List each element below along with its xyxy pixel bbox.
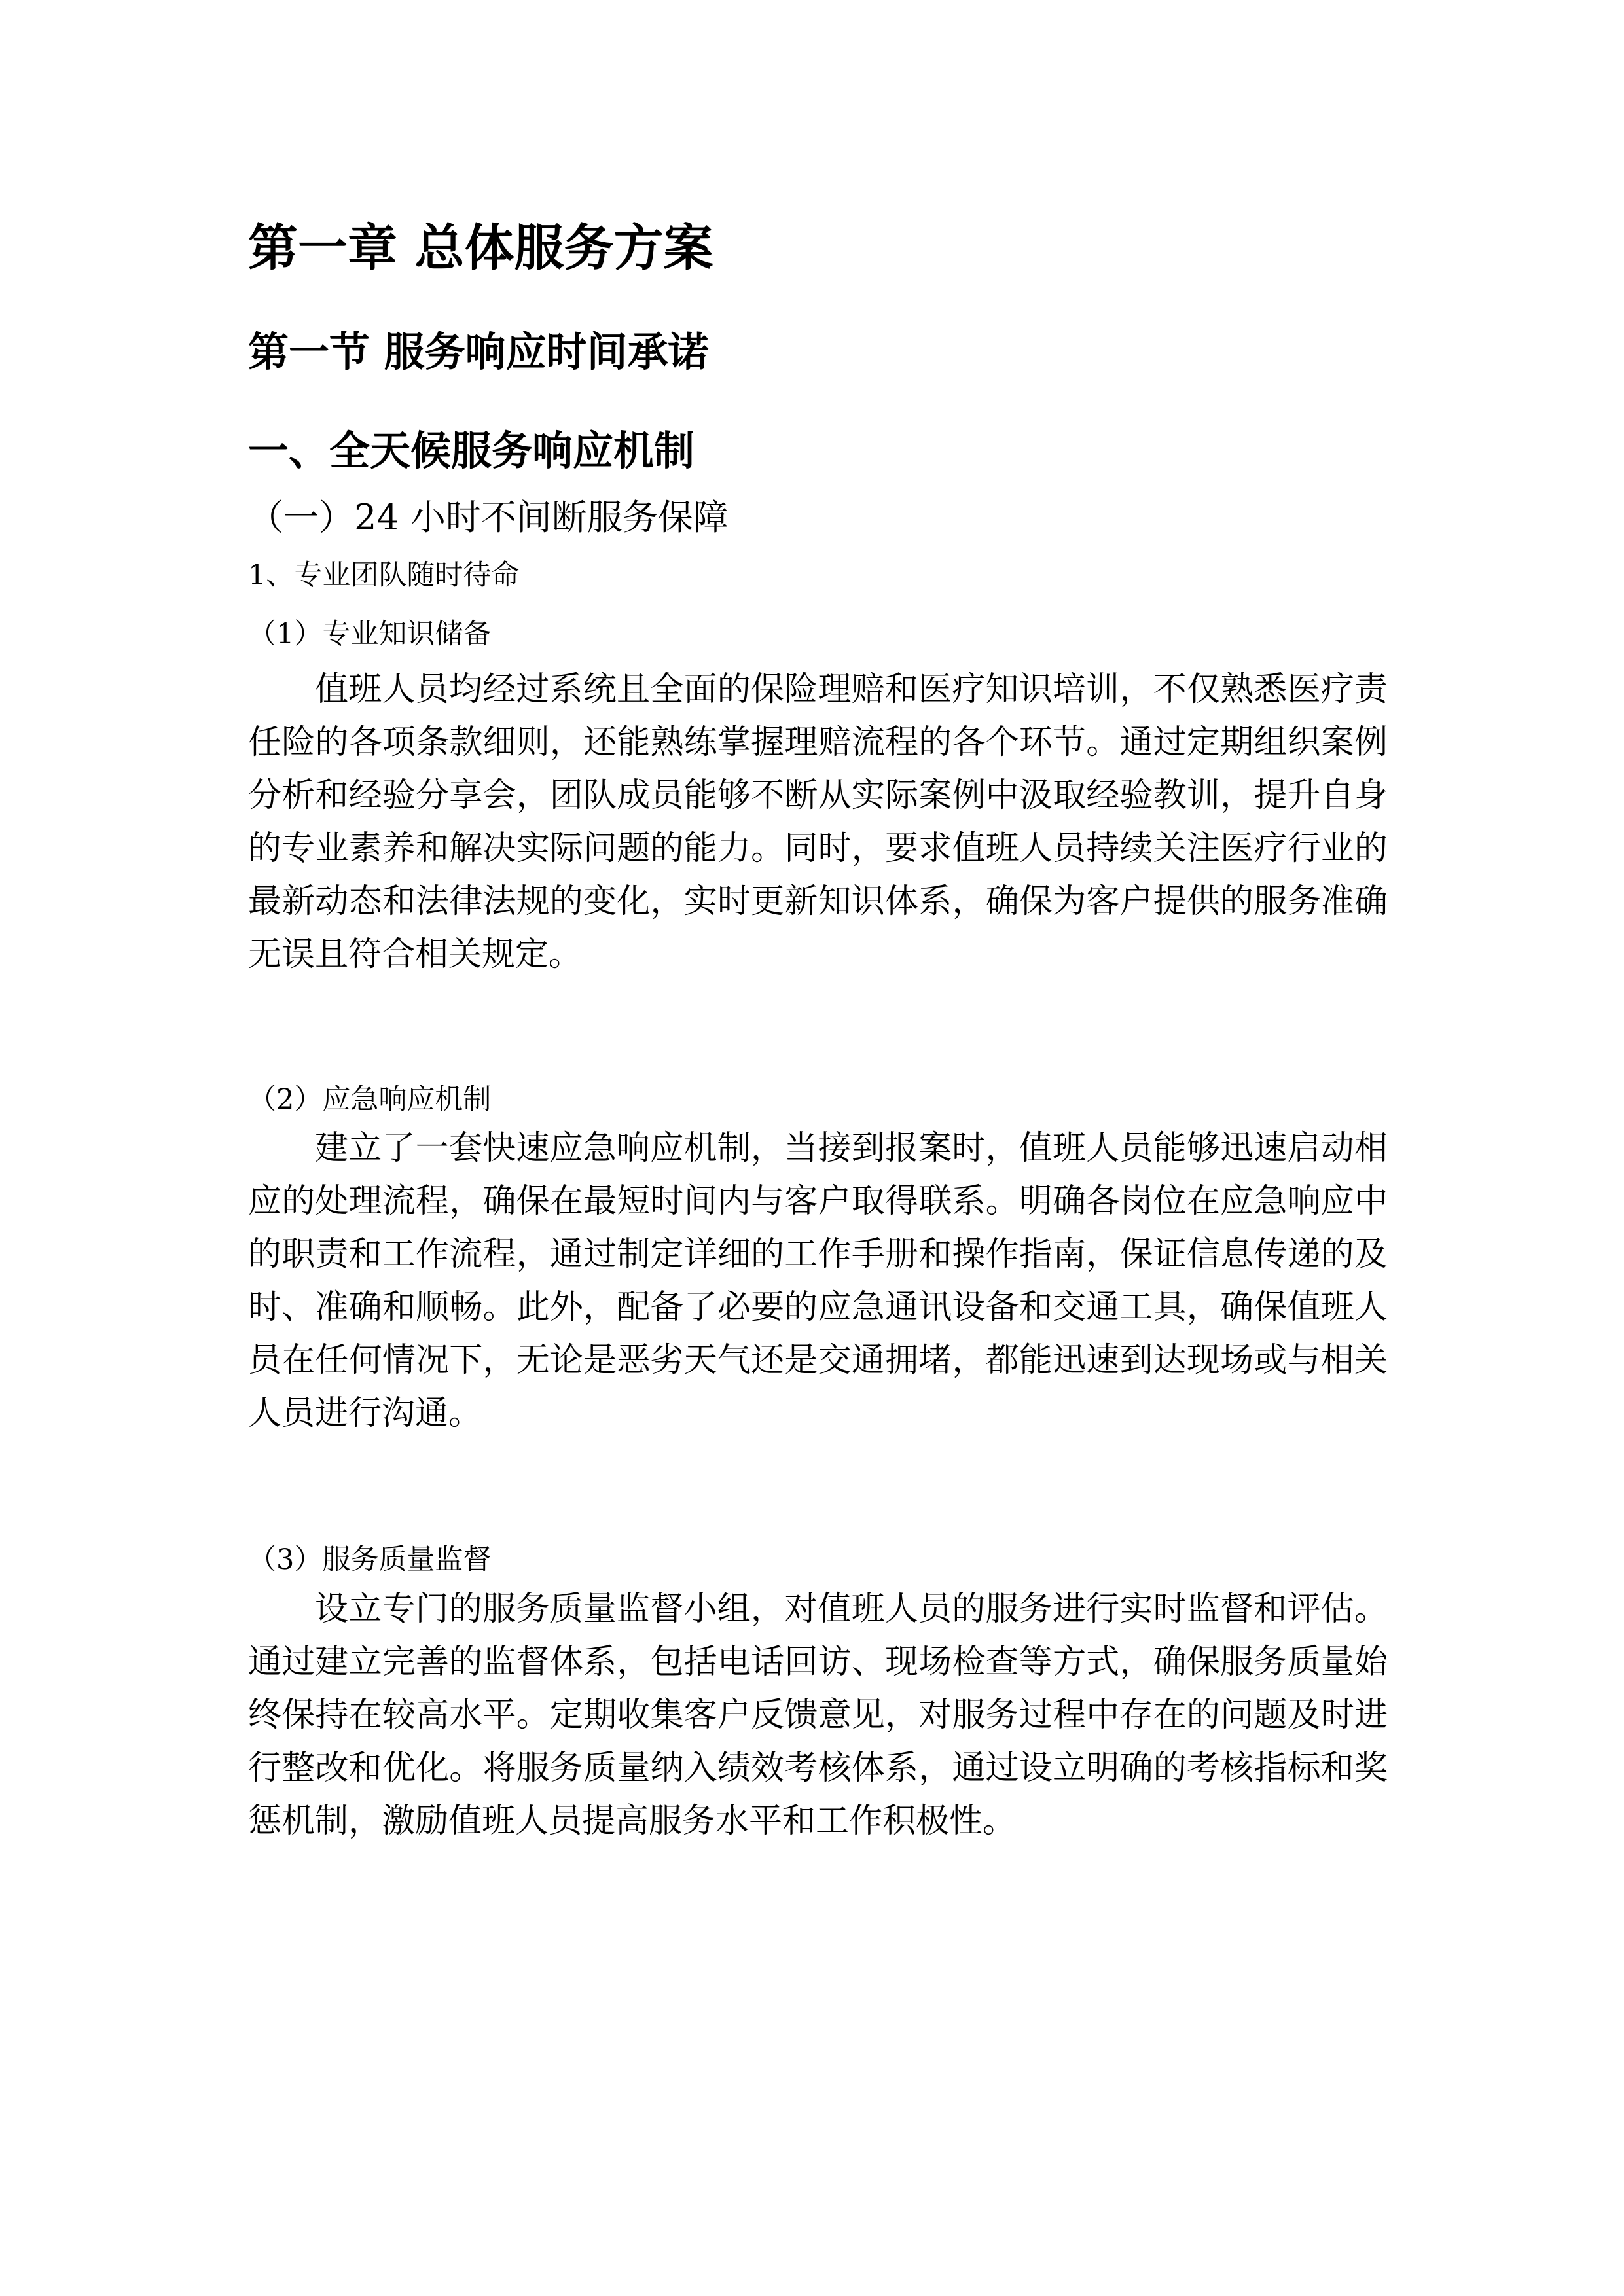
paragraph-line: 的专业素养和解决实际问题的能力。同时，要求值班人员持续关注医疗行业的 [248,829,1388,868]
subsection-title: （1）专业知识储备 [248,618,492,651]
paragraph-line: 值班人员均经过系统且全面的保险理赔和医疗知识培训，不仅熟悉医疗责 [315,670,1388,709]
heading-level-2: （一）24 小时不间断服务保障 [248,497,729,538]
paragraph-line: 分析和经验分享会，团队成员能够不断从实际案例中汲取经验教训，提升自身 [248,776,1388,815]
paragraph [248,1583,1388,1848]
paragraph-line: 时、准确和顺畅。此外，配备了必要的应急通讯设备和交通工具，确保值班人 [248,1288,1388,1327]
paragraph-line: 员在任何情况下，无论是恶劣天气还是交通拥堵，都能迅速到达现场或与相关 [248,1341,1388,1380]
paragraph [248,663,1388,981]
paragraph-line: 建立了一套快速应急响应机制，当接到报案时，值班人员能够迅速启动相 [315,1129,1388,1168]
paragraph-line: 任险的各项条款细则，还能熟练掌握理赔流程的各个环节。通过定期组织案例 [248,723,1388,762]
subsection-title: （3）服务质量监督 [248,1543,492,1576]
heading-level-3: 1、专业团队随时待命 [248,559,520,592]
paragraph-line: 的职责和工作流程，通过制定详细的工作手册和操作指南，保证信息传递的及 [248,1235,1388,1274]
paragraph-line: 应的处理流程，确保在最短时间内与客户取得联系。明确各岗位在应急响应中 [248,1182,1388,1221]
paragraph-line: 无误且符合相关规定。 [248,935,583,974]
paragraph-line: 行整改和优化。将服务质量纳入绩效考核体系，通过设立明确的考核指标和奖 [248,1749,1388,1787]
paragraph-line: 最新动态和法律法规的变化，实时更新知识体系，确保为客户提供的服务准确 [248,882,1388,921]
paragraph-line: 惩机制，激励值班人员提高服务水平和工作积极性。 [248,1802,1017,1840]
paragraph-line: 设立专门的服务质量监督小组，对值班人员的服务进行实时监督和评估。 [315,1590,1388,1628]
paragraph-line: 通过建立完善的监督体系，包括电话回访、现场检查等方式，确保服务质量始 [248,1643,1388,1681]
section-title: 第一节 服务响应时间承诺 [248,328,709,376]
paragraph [248,1122,1388,1440]
paragraph-line: 终保持在较高水平。定期收集客户反馈意见，对服务过程中存在的问题及时进 [248,1696,1388,1734]
heading-level-1: 一、全天候服务响应机制 [248,427,695,475]
subsection-title: （2）应急响应机制 [248,1083,492,1116]
chapter-title: 第一章 总体服务方案 [248,219,713,277]
paragraph-line: 人员进行沟通。 [248,1394,482,1433]
